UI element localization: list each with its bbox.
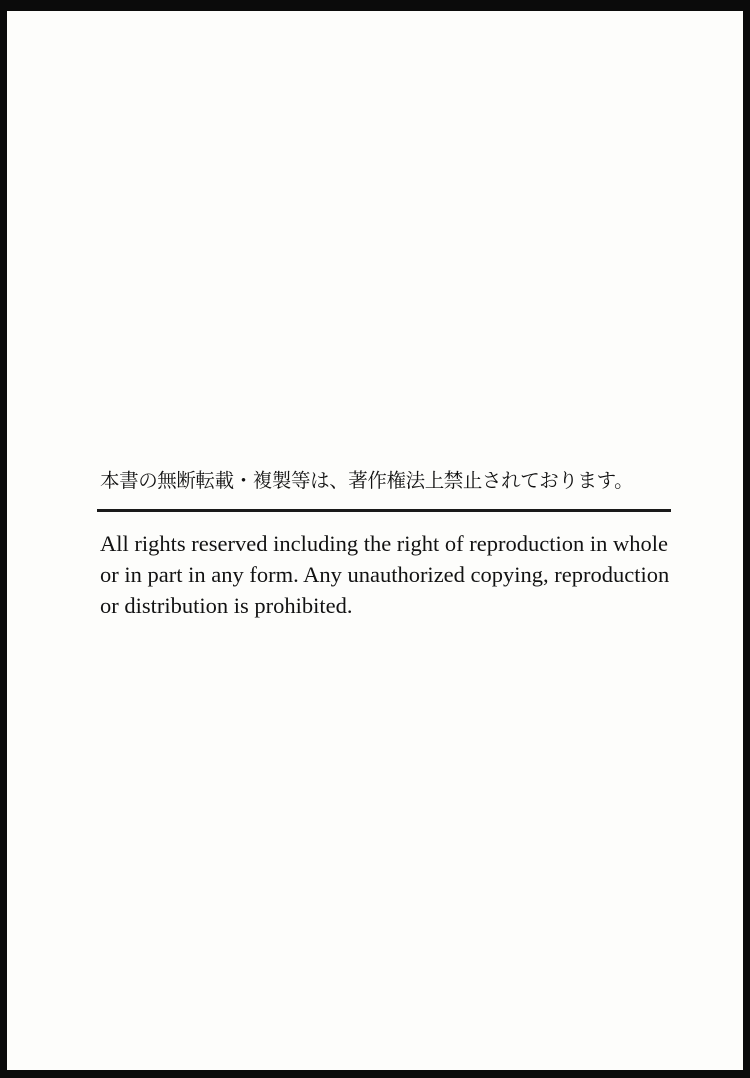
page-sheet xyxy=(7,11,743,1070)
japanese-copyright-notice: 本書の無断転載・複製等は、著作権法上禁止されております。 xyxy=(100,469,634,492)
copyright-block xyxy=(95,466,675,621)
horizontal-rule xyxy=(97,509,671,512)
english-copyright-notice: All rights reserved including the right of reproduction in whole or in part in any form. Any unauthorized copying, reproduction or distribution is prohibited. xyxy=(100,531,670,619)
